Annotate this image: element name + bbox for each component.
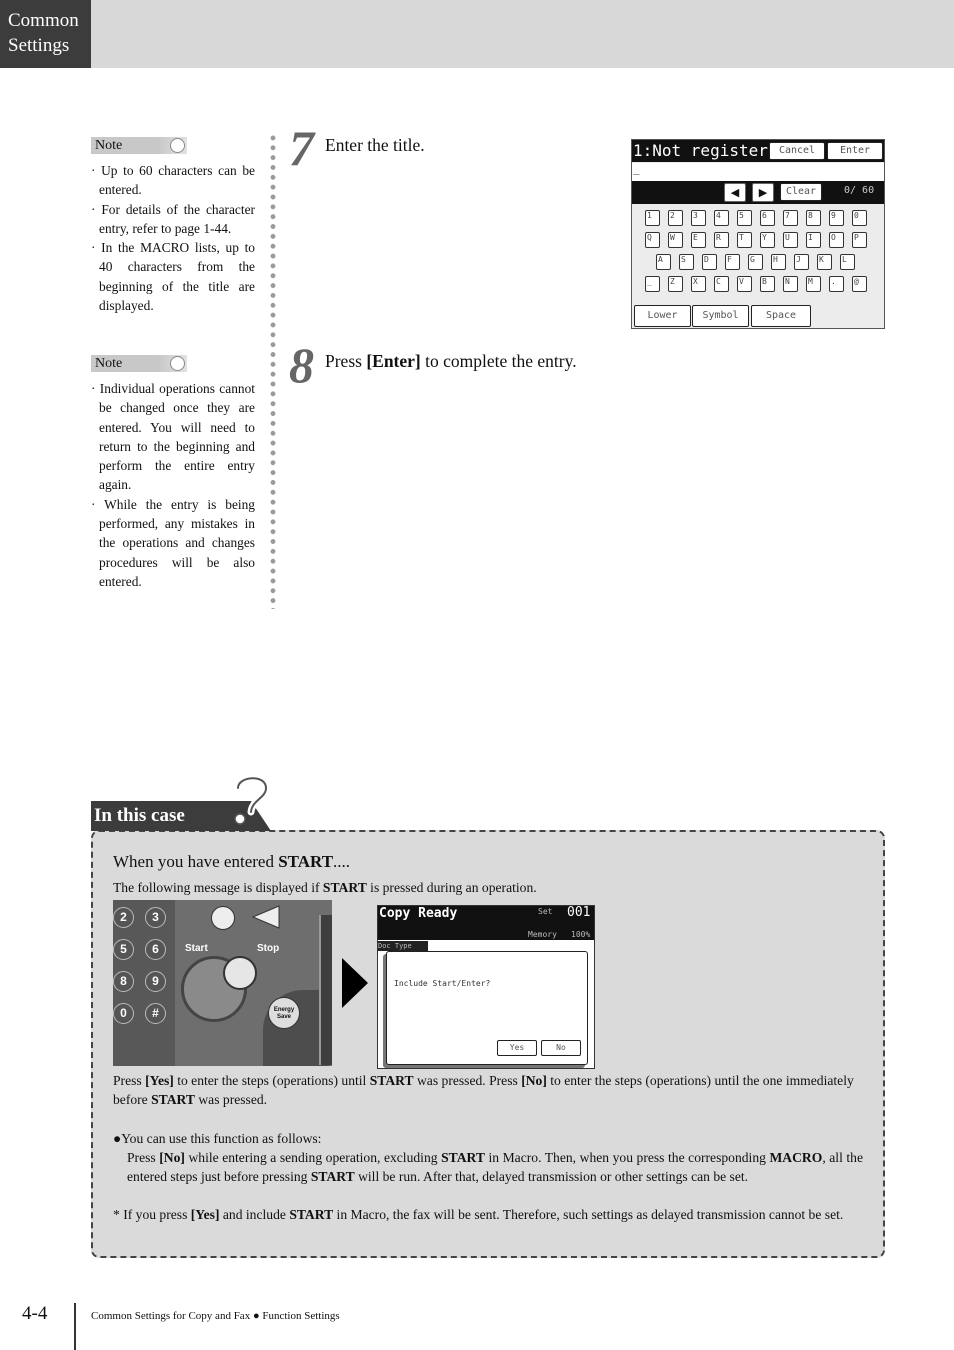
title-input[interactable] <box>632 163 884 182</box>
enter-button[interactable]: Enter <box>827 142 883 160</box>
step-number: 8 <box>289 337 314 393</box>
key-2-5[interactable]: H <box>771 254 786 270</box>
key-1-6[interactable]: U <box>783 232 798 248</box>
clear-button[interactable]: Clear <box>780 183 822 201</box>
text-part: is pressed during an operation. <box>366 880 537 895</box>
start-key-ref: START <box>369 1073 414 1088</box>
key-0-2[interactable]: 3 <box>691 210 706 226</box>
text-part: Press <box>127 1150 160 1165</box>
step-text: Enter the title. <box>325 135 425 155</box>
lower-button[interactable]: Lower <box>634 305 691 327</box>
dotted-divider <box>270 133 276 609</box>
case-subtitle <box>113 851 350 873</box>
key-0-1[interactable]: 2 <box>668 210 683 226</box>
key-0-5[interactable]: 6 <box>760 210 775 226</box>
text-part: Common Settings for Copy and Fax <box>91 1310 253 1322</box>
note-label <box>91 137 187 154</box>
reset-arrow-icon <box>251 904 281 930</box>
text-part: When you have entered <box>113 852 279 871</box>
key-1-2[interactable]: E <box>691 232 706 248</box>
header-bar <box>0 0 954 68</box>
start-key-ref: START <box>322 880 367 895</box>
key-2-2[interactable]: D <box>702 254 717 270</box>
key-3-0[interactable]: _ <box>645 276 660 292</box>
key-6[interactable]: 6 <box>145 939 166 960</box>
case-paragraph <box>113 1071 865 1110</box>
screen-title: 1:Not register <box>633 141 768 160</box>
text-part: will be run. After that, delayed transmission or other settings can be set. <box>354 1169 749 1185</box>
key-3-1[interactable]: Z <box>668 276 683 292</box>
cursor-left-button[interactable]: ◀ <box>724 183 746 202</box>
key-1-9[interactable]: P <box>852 232 867 248</box>
key-2-4[interactable]: G <box>748 254 763 270</box>
copy-ready-screen <box>377 905 595 1069</box>
footer-rule <box>74 1303 76 1350</box>
note-label <box>91 355 187 372</box>
cursor-right-button[interactable]: ▶ <box>752 183 774 202</box>
screen-title: Copy Ready <box>379 906 458 921</box>
text-part: , all the entered steps just before pressing <box>127 1150 863 1185</box>
start-key-ref: START <box>310 1169 355 1185</box>
char-counter: 0/ 60 <box>844 185 875 196</box>
text-part: while entering a sending operation, excluding <box>184 1150 442 1165</box>
note-label-text: Note <box>95 138 123 153</box>
confirm-dialog <box>386 951 588 1065</box>
key-1-1[interactable]: W <box>668 232 683 248</box>
key-0-6[interactable]: 7 <box>783 210 798 226</box>
note-item: · For details of the character entry, refer to page 1-44. <box>91 201 255 236</box>
question-mark-icon <box>228 772 274 830</box>
stop-button[interactable] <box>223 956 257 990</box>
stop-label: Stop <box>257 943 280 954</box>
chapter-tab-line2: Settings <box>8 35 70 56</box>
key-3-7[interactable]: M <box>806 276 821 292</box>
dialog-message: Include Start/Enter? <box>394 979 491 988</box>
text-part: in Macro, the fax will be sent. Therefore, such settings as delayed transmission cannot be set. <box>333 1207 844 1222</box>
text-part: Function Settings <box>259 1310 340 1322</box>
text-part: in Macro. Then, when you press the corresponding <box>484 1150 770 1165</box>
text-part: to enter the steps (operations) until <box>173 1073 370 1088</box>
key-1-5[interactable]: Y <box>760 232 775 248</box>
step-text-part: to complete the entry. <box>420 351 577 371</box>
footer-bullet: ● <box>252 1310 260 1322</box>
key-hash[interactable]: # <box>145 1003 166 1024</box>
bullet-line: ●You can use this function as follows: <box>113 1131 322 1146</box>
note-item: · Individual operations cannot be changed once they are entered. You will need to return to the beginning and perform the entire entry again. <box>91 381 255 493</box>
note-knob-icon <box>170 138 185 153</box>
key-3-8[interactable]: . <box>829 276 844 292</box>
key-2-7[interactable]: K <box>817 254 832 270</box>
key-3-4[interactable]: V <box>737 276 752 292</box>
edit-controls <box>632 181 884 204</box>
set-label: Set <box>538 907 553 916</box>
title-entry-screen <box>631 139 885 329</box>
no-ref: [No] <box>521 1073 547 1088</box>
chapter-tab <box>0 0 91 68</box>
enter-key-ref: [Enter] <box>366 351 421 371</box>
yes-ref: [Yes] <box>145 1073 174 1088</box>
key-3-5[interactable]: B <box>760 276 775 292</box>
memory-value: 100% <box>571 930 591 939</box>
doc-type-tab[interactable]: Doc Type <box>378 941 428 951</box>
screen-header <box>378 906 594 940</box>
note-item: · While the entry is being performed, any mistakes in the operations and changes procedures will be also entered. <box>91 496 255 589</box>
key-0-0[interactable]: 1 <box>645 210 660 226</box>
key-0-4[interactable]: 5 <box>737 210 752 226</box>
key-9[interactable]: 9 <box>145 971 166 992</box>
case-message <box>113 878 537 897</box>
page-number: 4-4 <box>22 1303 48 1324</box>
key-1-0[interactable]: Q <box>645 232 660 248</box>
key-3-3[interactable]: C <box>714 276 729 292</box>
screen-title-bar <box>632 140 884 162</box>
key-3[interactable]: 3 <box>145 907 166 928</box>
text-part: to enter the steps (operations) until the one immediately before <box>113 1073 854 1108</box>
symbol-button[interactable]: Symbol <box>692 305 749 327</box>
arrow-right-icon <box>342 958 370 1008</box>
step-number: 7 <box>289 120 314 176</box>
control-panel-photo <box>113 900 332 1066</box>
space-button[interactable]: Space <box>751 305 811 327</box>
note-item: · Up to 60 characters can be entered. <box>91 163 255 198</box>
text-part: * If you press <box>113 1207 191 1222</box>
footer-text <box>91 1310 340 1322</box>
function-button[interactable] <box>211 906 235 930</box>
key-2[interactable]: 2 <box>113 907 134 928</box>
key-3-6[interactable]: N <box>783 276 798 292</box>
note-item: · In the MACRO lists, up to 40 characters from the beginning of the title are displayed. <box>91 240 255 314</box>
key-3-9[interactable]: @ <box>852 276 867 292</box>
key-0-7[interactable]: 8 <box>806 210 821 226</box>
start-key-ref: START <box>289 1207 334 1222</box>
case-paragraph <box>127 1148 863 1187</box>
step-text <box>325 349 605 373</box>
text-part: was pressed. <box>194 1092 268 1108</box>
cancel-button[interactable]: Cancel <box>769 142 825 160</box>
text-part: and include <box>219 1207 290 1222</box>
text-part: Press <box>113 1073 146 1088</box>
panel-edge <box>319 915 332 1065</box>
key-0[interactable]: 0 <box>113 1003 134 1024</box>
key-1-7[interactable]: I <box>806 232 821 248</box>
step-text-part: Press <box>325 351 367 371</box>
key-1-3[interactable]: R <box>714 232 729 248</box>
key-0-3[interactable]: 4 <box>714 210 729 226</box>
key-1-8[interactable]: O <box>829 232 844 248</box>
macro-key-ref: MACRO <box>769 1150 823 1165</box>
text-part: .... <box>333 852 351 871</box>
note-list <box>91 161 255 315</box>
no-ref: [No] <box>159 1150 185 1165</box>
yes-ref: [Yes] <box>190 1207 220 1222</box>
no-button[interactable]: No <box>541 1040 581 1056</box>
text-part: was pressed. Press <box>413 1073 522 1088</box>
key-5[interactable]: 5 <box>113 939 134 960</box>
note-label-text: Note <box>95 356 123 371</box>
copy-count: 001 <box>567 905 591 920</box>
key-8[interactable]: 8 <box>113 971 134 992</box>
in-this-case-title: In this case <box>94 805 185 826</box>
key-2-8[interactable]: L <box>840 254 855 270</box>
input-cursor: _ <box>633 162 640 175</box>
key-0-9[interactable]: 0 <box>852 210 867 226</box>
key-2-0[interactable]: A <box>656 254 671 270</box>
memory-label: Memory <box>528 930 557 939</box>
key-2-6[interactable]: J <box>794 254 809 270</box>
chapter-tab-line1: Common <box>8 10 79 31</box>
case-footnote <box>113 1205 874 1224</box>
key-2-3[interactable]: F <box>725 254 740 270</box>
energy-save-button[interactable]: Energy Save <box>268 997 300 1029</box>
key-3-2[interactable]: X <box>691 276 706 292</box>
start-key-ref: START <box>441 1150 485 1165</box>
note-list <box>91 379 255 591</box>
start-key-ref: START <box>278 852 334 871</box>
note-knob-icon <box>170 356 185 371</box>
key-1-4[interactable]: T <box>737 232 752 248</box>
key-0-8[interactable]: 9 <box>829 210 844 226</box>
yes-button[interactable]: Yes <box>497 1040 537 1056</box>
key-2-1[interactable]: S <box>679 254 694 270</box>
keyboard <box>632 210 884 300</box>
text-part: The following message is displayed if <box>113 880 323 895</box>
start-key-ref: START <box>151 1092 195 1108</box>
start-label: Start <box>185 943 208 954</box>
